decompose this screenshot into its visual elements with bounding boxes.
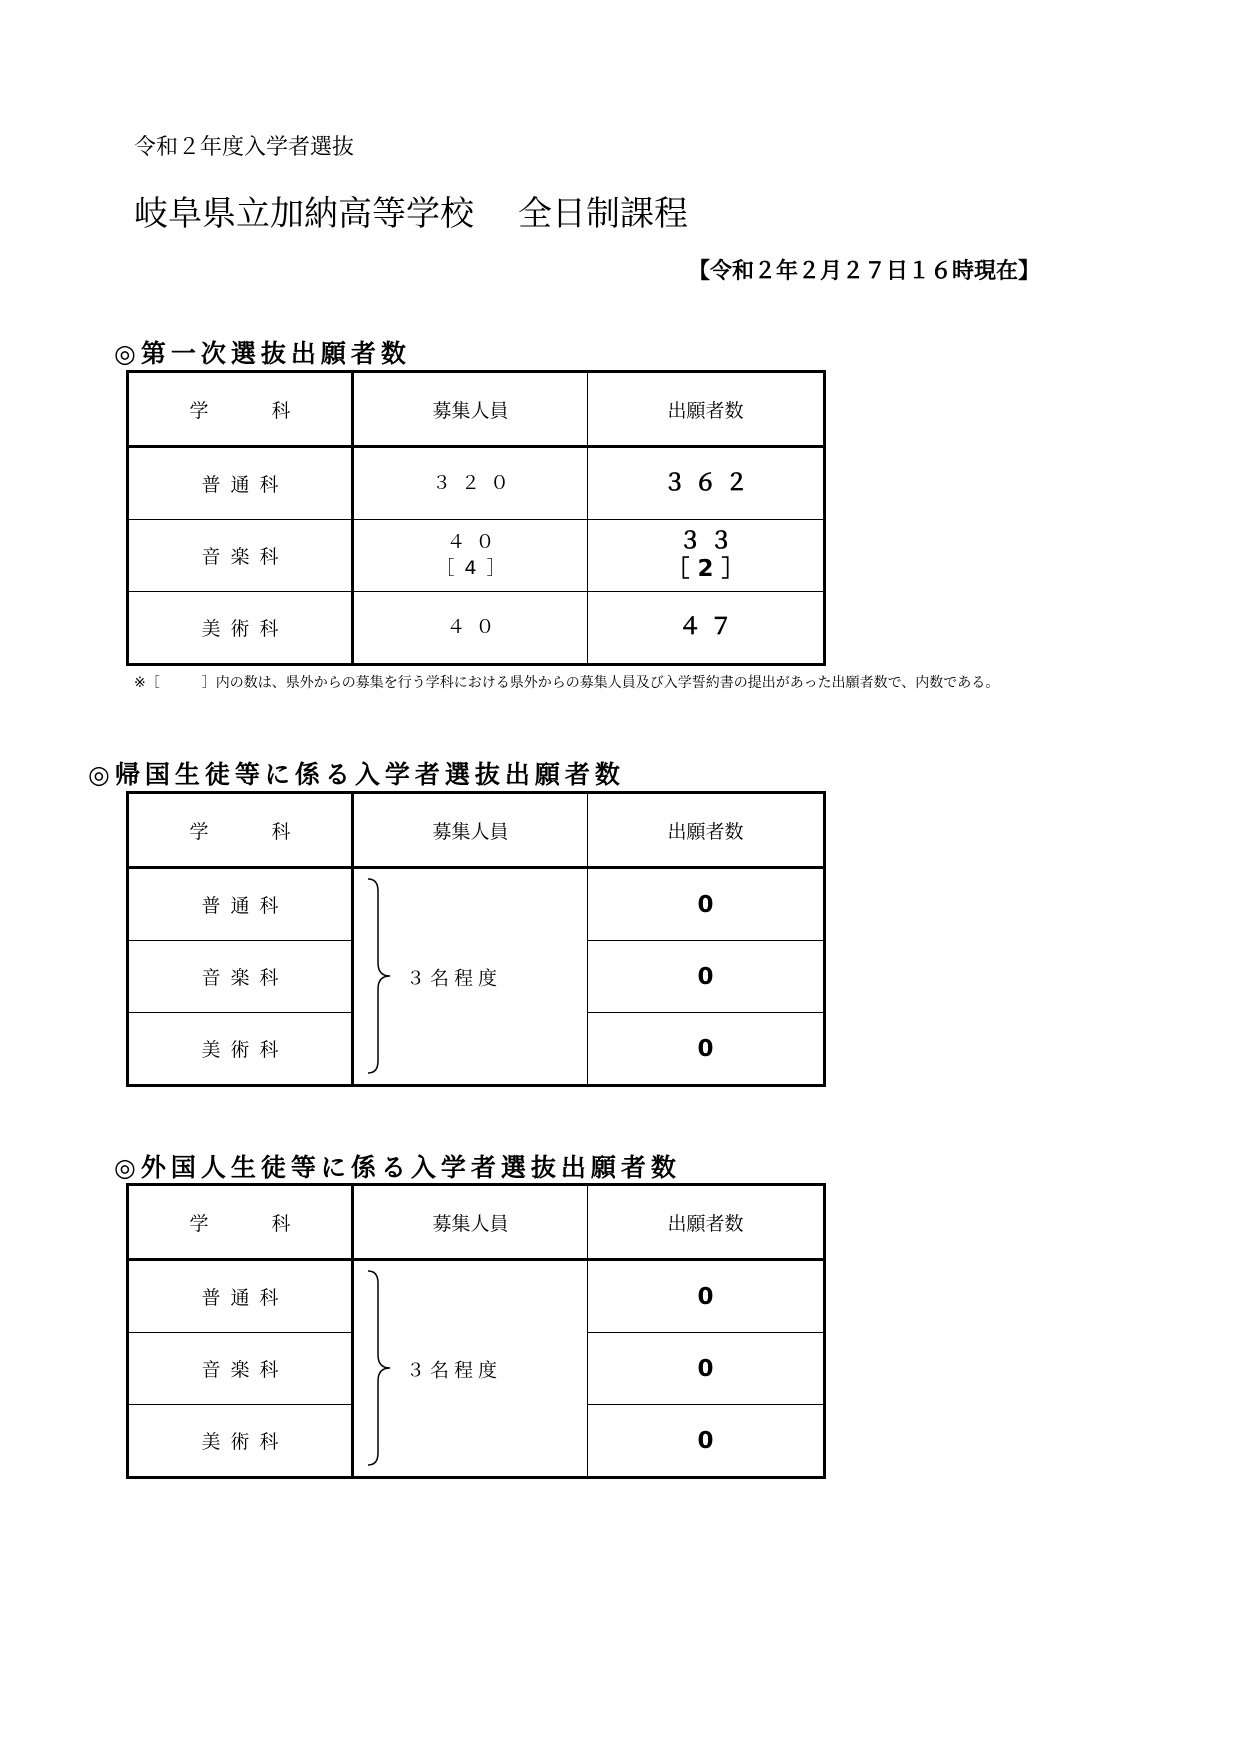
header-applicants: 出願者数 — [588, 373, 824, 447]
section3-table — [128, 1185, 824, 1477]
applicants-out-of-prefecture: ［2］ — [666, 555, 753, 582]
table-row — [129, 868, 824, 941]
section1-title: ◎第一次選抜出願者数 — [114, 339, 411, 368]
header-capacity: 募集人員 — [353, 373, 588, 447]
as-of-date: 【令和２年２月２７日１６時現在】 — [688, 259, 1041, 284]
dept-cell: 音楽科 — [129, 520, 353, 592]
capacity-cell — [353, 868, 588, 1085]
table-row — [129, 1260, 824, 1333]
footnote: ※［ ］内の数は、県外からの募集を行う学科における県外からの募集人員及び入学誓約書の提出があった出願者数で、内数である。 — [134, 675, 1000, 691]
dept-cell: 音楽科 — [129, 1333, 353, 1405]
applicants-cell: 0 — [588, 1013, 824, 1085]
applicants-cell: 0 — [588, 868, 824, 941]
header-capacity: 募集人員 — [353, 794, 588, 868]
applicants-cell: ３６２ — [588, 447, 824, 520]
section1-table — [128, 372, 824, 664]
applicants-cell: 0 — [588, 941, 824, 1013]
dept-cell: 美術科 — [129, 1013, 353, 1085]
capacity-value: ３名程度 — [406, 967, 503, 989]
brace-icon — [364, 877, 394, 1075]
capacity-cell — [353, 1260, 588, 1477]
applicants-cell: ４７ — [588, 592, 824, 664]
dept-cell: 普通科 — [129, 1260, 353, 1333]
table-row — [129, 520, 824, 592]
dept-cell: 美術科 — [129, 592, 353, 664]
header-applicants: 出願者数 — [588, 794, 824, 868]
table-header-row — [129, 1186, 824, 1260]
dept-cell: 普通科 — [129, 447, 353, 520]
capacity-cell: ４０ — [353, 592, 588, 664]
applicants-cell: 0 — [588, 1260, 824, 1333]
exam-year-heading: 令和２年度入学者選抜 — [134, 135, 355, 160]
header-dept: 学 科 — [129, 373, 353, 447]
header-applicants: 出願者数 — [588, 1186, 824, 1260]
table-row — [129, 447, 824, 520]
section3-title: ◎外国人生徒等に係る入学者選抜出願者数 — [114, 1153, 681, 1182]
dept-cell: 普通科 — [129, 868, 353, 941]
table-header-row — [129, 794, 824, 868]
school-title — [134, 186, 688, 235]
capacity-value: ３名程度 — [406, 1359, 503, 1381]
brace-icon — [364, 1269, 394, 1467]
dept-cell: 美術科 — [129, 1405, 353, 1477]
school-name: 岐阜県立加納高等学校 — [134, 194, 474, 234]
header-capacity: 募集人員 — [353, 1186, 588, 1260]
applicants-cell: 0 — [588, 1405, 824, 1477]
header-dept: 学 科 — [129, 794, 353, 868]
section2-title: ◎帰国生徒等に係る入学者選抜出願者数 — [88, 760, 625, 789]
dept-cell: 音楽科 — [129, 941, 353, 1013]
applicants-cell: ３３ ［2］ — [588, 520, 824, 592]
capacity-cell: ４０ ［4］ — [353, 520, 588, 592]
capacity-out-of-prefecture: ［4］ — [435, 556, 516, 579]
capacity-cell: ３２０ — [353, 447, 588, 520]
course-name: 全日制課程 — [518, 194, 688, 234]
table-row — [129, 592, 824, 664]
section2-table — [128, 793, 824, 1085]
header-dept: 学 科 — [129, 1186, 353, 1260]
table-header-row — [129, 373, 824, 447]
applicants-cell: 0 — [588, 1333, 824, 1405]
